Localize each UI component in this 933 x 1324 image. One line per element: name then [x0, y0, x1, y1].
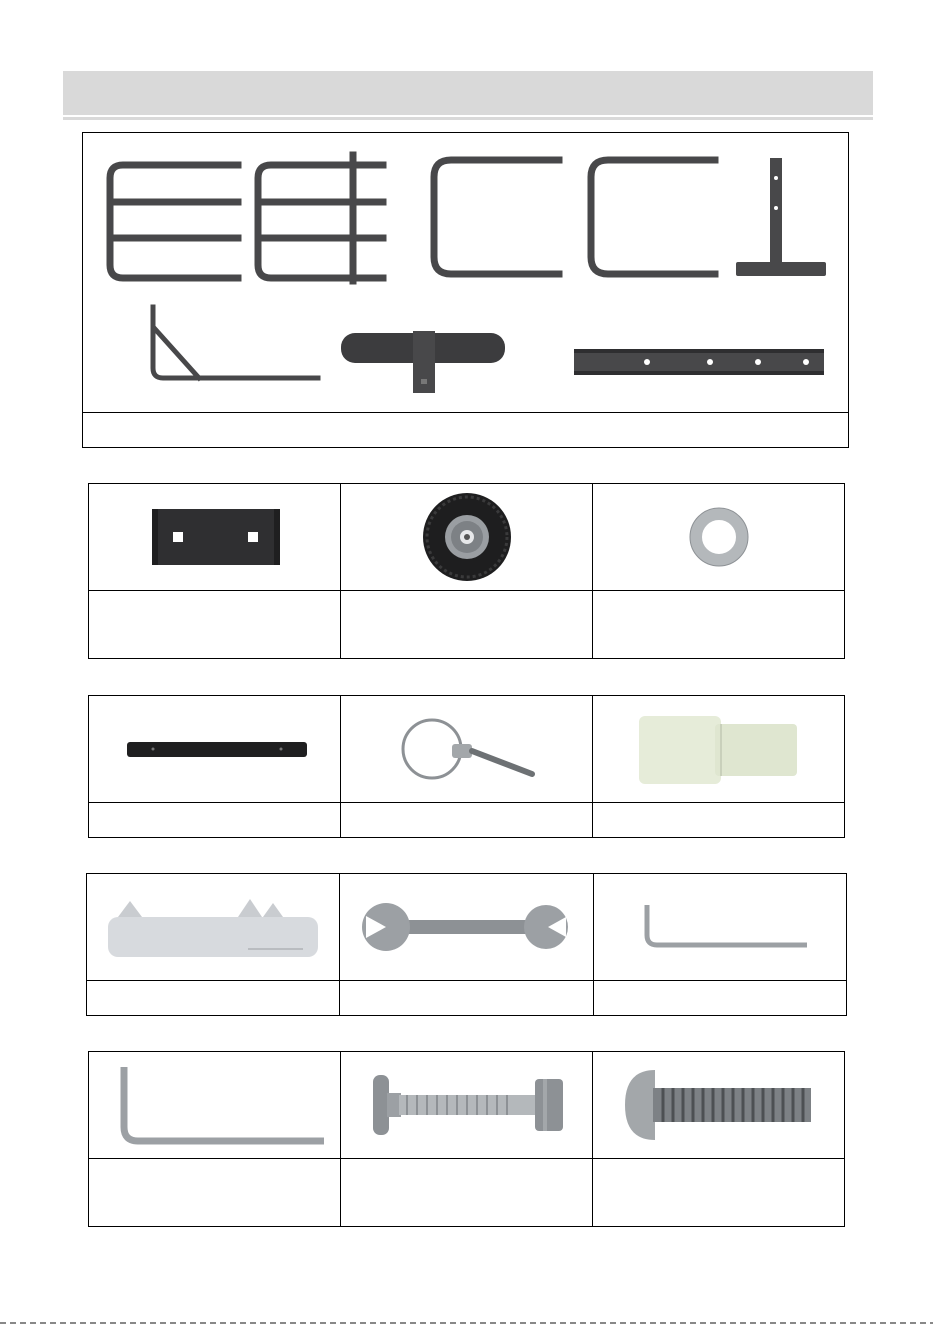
part-label-cell	[593, 981, 846, 1016]
lynch-pin-icon	[392, 704, 542, 794]
part-label-cell	[89, 591, 341, 659]
l-angle-bracket-icon	[153, 307, 318, 378]
section-header-rule	[63, 117, 873, 120]
part-label-cell	[341, 1159, 593, 1227]
hardware-table-1	[88, 483, 845, 659]
axle-rod-icon	[115, 729, 315, 769]
part-cell	[341, 696, 593, 803]
part-label-cell	[87, 981, 340, 1016]
plastic-clip-sleeve-icon	[98, 887, 328, 967]
wrench-icon	[356, 892, 576, 962]
frame-parts-caption	[83, 412, 848, 448]
wheel-icon	[417, 487, 517, 587]
part-label-cell	[89, 1159, 341, 1227]
large-hex-key-icon	[100, 1055, 330, 1155]
hardware-table-3	[86, 873, 847, 1016]
small-hex-key-icon	[625, 897, 815, 957]
part-cell	[87, 874, 340, 981]
washer-icon	[689, 507, 749, 567]
frame-c-shape-icon	[591, 160, 715, 274]
frame-c-shape-icon	[434, 160, 559, 274]
t-support-bracket-icon	[736, 158, 826, 276]
part-label-cell	[593, 803, 845, 838]
part-cell	[593, 874, 846, 981]
part-cell	[593, 696, 845, 803]
part-cell	[593, 484, 845, 591]
frame-e-shape-icon	[110, 165, 238, 278]
round-head-bolt-icon	[619, 1060, 819, 1150]
hardware-table-2	[88, 695, 845, 838]
part-label-cell	[341, 803, 593, 838]
foam-handle-bar-icon	[341, 331, 505, 393]
part-cell	[593, 1052, 845, 1159]
frame-e-shape-crossbar-icon	[258, 155, 383, 281]
part-cell	[89, 484, 341, 591]
frame-parts-illustration	[83, 133, 848, 411]
part-label-cell	[340, 981, 593, 1016]
carriage-bolt-nut-icon	[357, 1065, 577, 1145]
part-cell	[341, 484, 593, 591]
frame-parts-panel	[82, 132, 849, 448]
part-label-cell	[341, 591, 593, 659]
part-label-cell	[593, 1159, 845, 1227]
part-cell	[89, 1052, 341, 1159]
connector-plate-icon	[140, 497, 290, 577]
part-cell	[89, 696, 341, 803]
section-header-band	[63, 71, 873, 115]
part-label-cell	[593, 591, 845, 659]
part-cell	[340, 874, 593, 981]
plastic-end-cap-icon	[629, 704, 809, 794]
part-label-cell	[89, 803, 341, 838]
part-cell	[341, 1052, 593, 1159]
perforated-rail-icon	[574, 349, 824, 375]
hardware-table-4	[88, 1051, 845, 1227]
